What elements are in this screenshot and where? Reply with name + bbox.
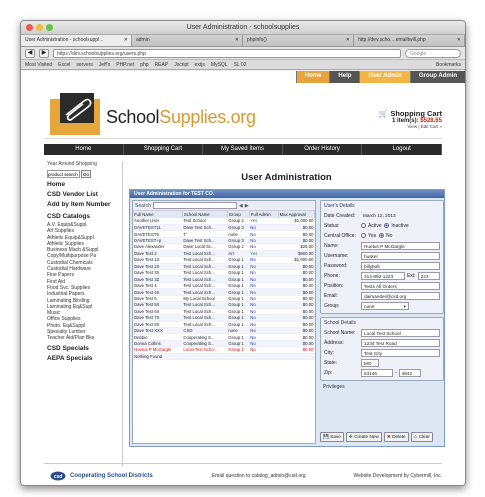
position-field[interactable]: Tests All Orders	[361, 282, 440, 290]
search-field[interactable]: Google	[405, 49, 461, 58]
table-cell: Dave Test 3X	[133, 270, 182, 276]
topnav-group-admin[interactable]: Group Admin	[410, 71, 465, 83]
bookmark-item[interactable]: SL 02	[233, 61, 247, 68]
table-cell: Dave Test 3Z	[133, 276, 182, 282]
table-cell: Dave Test 5	[133, 295, 182, 301]
password-field[interactable]: billybob	[361, 262, 440, 270]
table-cell: $1,000.00	[278, 257, 314, 263]
table-cell: Yes	[249, 250, 278, 256]
web-page	[21, 71, 465, 485]
table-cell: Group 1	[227, 257, 249, 263]
table-cell: No	[249, 308, 278, 314]
table-cell: Group 1	[227, 340, 249, 346]
sidebar-link-vendors[interactable]: CSD Vendor List	[47, 191, 98, 198]
table-cell: Group 1	[227, 302, 249, 308]
browser-tab[interactable]: admin ✕	[132, 35, 243, 46]
footer	[44, 463, 442, 485]
status-active-radio[interactable]	[361, 223, 366, 228]
table-cell: Group 2	[227, 244, 249, 250]
close-icon: ✕	[123, 37, 128, 43]
catalog-item[interactable]: Music	[47, 310, 61, 317]
browser-tab[interactable]: http://dev.scho....emailtwill.php ✕	[354, 35, 465, 46]
table-cell: Test Local Sch...	[182, 315, 227, 321]
table-cell: none	[227, 231, 249, 237]
table-cell: No	[249, 224, 278, 230]
title-bar	[21, 21, 465, 35]
bookmark-item[interactable]: Bookmarks	[435, 61, 461, 68]
table-cell: none	[227, 327, 249, 333]
user-search-input[interactable]	[153, 202, 237, 209]
topnav-home[interactable]: Home	[296, 71, 330, 83]
table-cell: $0.00	[278, 263, 314, 269]
table-cell: DAVETEST+p	[133, 237, 182, 243]
table-cell: No	[249, 237, 278, 243]
bookmark-item[interactable]: extjs	[194, 61, 205, 68]
table-cell: Test Local Sch...	[182, 302, 227, 308]
site-logo-text[interactable]: SchoolSupplies.org	[106, 107, 256, 127]
column-header[interactable]: Full Name	[133, 211, 182, 218]
table-cell: Test Local Sch...	[182, 282, 227, 288]
table-cell: CSD	[182, 327, 227, 333]
table-cell: Test Local Sch...	[182, 321, 227, 327]
table-cell	[227, 353, 249, 359]
table-cell: Group 1	[227, 270, 249, 276]
table-cell: $0.00	[278, 302, 314, 308]
email-field[interactable]: daimander@csd.org	[361, 292, 440, 300]
table-cell: Group 1	[227, 295, 249, 301]
table-cell: No	[249, 282, 278, 288]
table-cell: $0.00	[278, 340, 314, 346]
table-cell: $0.00	[278, 295, 314, 301]
bookmark-item[interactable]: Jeff's	[98, 61, 111, 68]
topnav-help[interactable]: Help	[329, 71, 359, 83]
page-title: User Administration	[241, 172, 332, 183]
browser-tab[interactable]: phpinfo() ✕	[243, 35, 354, 46]
catalog-item[interactable]: Athletic Equip&Suppl	[47, 234, 94, 241]
catalog-item[interactable]: Athletic Supplies	[47, 240, 84, 247]
create-new-button[interactable]: ✚ Create New	[346, 432, 382, 442]
table-cell: No	[249, 340, 278, 346]
table-cell: No	[249, 315, 278, 321]
table-cell: Dave Local Sc...	[182, 244, 227, 250]
paperclip-logo-icon	[50, 93, 102, 137]
table-cell: Group 1	[227, 315, 249, 321]
table-cell: No	[249, 327, 278, 333]
table-cell: No	[249, 257, 278, 263]
table-cell: Dave Test 4X	[133, 289, 182, 295]
table-cell: Art	[227, 250, 249, 256]
cart-icon: 🛒	[378, 109, 389, 118]
zip-field[interactable]: 63146	[361, 369, 393, 377]
catalog-item[interactable]: Laminating Eq&Supl	[47, 303, 93, 310]
bookmark-item[interactable]: php	[140, 61, 149, 68]
sidebar	[47, 161, 119, 364]
school-name-field[interactable]: Local Test School	[361, 329, 440, 337]
csd-org-name: Cooperating School Districts	[70, 472, 153, 479]
form-buttons	[320, 432, 444, 442]
table-cell: $0.00	[278, 321, 314, 327]
sidebar-link-add-item[interactable]: Add by Item Number	[47, 201, 111, 208]
table-cell: Dave Test XXX	[133, 327, 182, 333]
table-cell: No	[249, 289, 278, 295]
central-no-radio[interactable]	[379, 233, 384, 238]
table-cell: Dave Test 2X	[133, 263, 182, 269]
disk-icon: 💾	[323, 434, 329, 439]
save-button[interactable]: 💾 Save	[320, 432, 344, 442]
navigation-toolbar	[21, 47, 465, 60]
school-details-group: School Details School Name: Local Test School Address: 1234 Test Road City: Test City State: MO Zip: 63146 - 4842	[320, 317, 444, 381]
table-cell: DAVETEST11	[133, 224, 182, 230]
table-cell: Group 1	[227, 276, 249, 282]
csd-logo-icon	[50, 471, 66, 481]
table-row[interactable]	[133, 353, 315, 359]
table-cell: $0.00	[278, 308, 314, 314]
table-cell: Cooperating S...	[182, 340, 227, 346]
nav-saved-items[interactable]: My Saved Items	[203, 144, 283, 155]
table-cell: Yes	[249, 218, 278, 224]
svg-text:csd: csd	[53, 473, 63, 480]
catalog-item[interactable]: Fine Papers	[47, 272, 74, 279]
catalog-item[interactable]: A.V. Equip&Suppl.	[47, 222, 88, 228]
catalogs-heading: CSD Catalogs	[47, 213, 90, 220]
column-header[interactable]: Max Approval	[278, 211, 314, 218]
bookmarks-bar	[21, 60, 465, 70]
bookmark-item[interactable]: Excel	[58, 61, 71, 68]
window-title: User Administration - schoolsupplies	[186, 24, 300, 31]
table-cell: Group 3	[227, 237, 249, 243]
table-cell: Group 1	[227, 334, 249, 340]
search-label: Search	[135, 202, 151, 209]
delete-icon: ✖	[386, 434, 391, 439]
table-cell: Test Local Sch...	[182, 263, 227, 269]
url-bar[interactable]: https://dev.schoolsupplies.org/users.php	[53, 49, 401, 58]
tab-bar	[21, 35, 465, 47]
zip4-field[interactable]: 4842	[399, 369, 421, 377]
central-yes-radio[interactable]	[361, 233, 366, 238]
address-field[interactable]: 1234 Test Road	[361, 339, 440, 347]
table-cell: $0.00	[278, 327, 314, 333]
privileges-label[interactable]: Privileges	[323, 384, 345, 390]
catalog-item[interactable]: Teacher Aid/Plan Bks	[47, 335, 95, 342]
table-cell: No	[249, 244, 278, 250]
table-cell: Another User	[133, 218, 182, 224]
table-cell: DAVETEST9	[133, 231, 182, 237]
close-icon: ✕	[234, 37, 239, 43]
footer-email-text[interactable]: Email question to catalog_admin@csd.org	[211, 472, 306, 479]
catalog-item[interactable]: Industrial Papers	[47, 291, 85, 298]
sidebar-link-home[interactable]: Home	[47, 181, 66, 188]
table-cell: Dave Test Sch...	[182, 237, 227, 243]
table-cell: Test Local Sch...	[182, 308, 227, 314]
table-cell: $1,000.00	[278, 218, 314, 224]
table-cell: No	[249, 334, 278, 340]
browser-window	[20, 20, 466, 486]
user-details-group: User's Details Date Created: March 12, 2013 Status: Active Inactive Central Office: Yes No Name: Huetus P McGargle Username: husker Password: billybob Phone: 314-892-1223 Ext: 223 Position: Tests All Orders Email: daimander@csd.org Group: none ▾	[320, 200, 444, 314]
nav-logout[interactable]: Logout	[362, 144, 442, 155]
bookmark-item[interactable]: Most Visited	[25, 61, 53, 68]
catalog-item[interactable]: Copy/Multipurpose Pa	[47, 253, 97, 260]
ext-field[interactable]: 223	[418, 272, 440, 280]
catalog-item[interactable]: Specialty Lumber	[47, 329, 86, 336]
table-cell: Local Test Scho...	[182, 347, 227, 353]
plus-icon: ✚	[348, 434, 353, 439]
table-cell: Dave Alexander	[133, 244, 182, 250]
table-cell: No	[249, 276, 278, 282]
city-field[interactable]: Test City	[361, 349, 440, 357]
table-cell: Group 1	[227, 347, 249, 353]
sidebar-aepa-specials[interactable]: AEPA Specials	[47, 354, 93, 362]
table-cell: Test Local Sch...	[182, 270, 227, 276]
table-cell: No	[249, 347, 278, 353]
view-cart-link[interactable]: View | Edit Cart »	[407, 124, 442, 129]
table-cell: Dave Test 2	[133, 250, 182, 256]
table-cell: $0.00	[278, 237, 314, 243]
table-cell: No	[249, 231, 278, 237]
top-nav	[296, 71, 465, 83]
table-cell: Huetus P McGargle	[133, 347, 182, 353]
catalog-item[interactable]: First Aid	[47, 278, 66, 285]
brand-header	[44, 83, 442, 139]
table-cell: Dave Test 7X	[133, 315, 182, 321]
back-arrow-icon[interactable]: ◀	[25, 49, 35, 58]
table-cell: $0.00	[278, 315, 314, 321]
table-cell: Dave Test 1X	[133, 257, 182, 263]
name-field[interactable]: Huetus P McGargle	[361, 242, 440, 250]
user-grid	[132, 200, 316, 444]
column-header[interactable]: Group	[227, 211, 249, 218]
footer-dev-text[interactable]: Website Development by Cybermill, Inc.	[353, 472, 442, 479]
table-cell: Test Local Sch...	[182, 276, 227, 282]
nav-home[interactable]: Home	[44, 144, 124, 155]
table-cell: T	[182, 231, 227, 237]
users-table	[133, 211, 315, 360]
table-cell: Debbie	[133, 334, 182, 340]
table-cell: Test Local Sch...	[182, 257, 227, 263]
catalog-item[interactable]: Custodial Chemicals	[47, 259, 93, 266]
shopping-cart-summary[interactable]: 🛒 Shopping Cart 1 item(s): $528.65 View | Edit Cart »	[378, 109, 442, 129]
bookmark-item[interactable]: Jscript	[174, 61, 189, 68]
table-cell: No	[249, 270, 278, 276]
phone-field[interactable]: 314-892-1223	[361, 272, 405, 280]
browser-tab[interactable]: User Administration - schoolsuppl... ✕	[21, 35, 132, 46]
table-cell: Dave Test Sch...	[182, 224, 227, 230]
table-cell: $0.00	[278, 282, 314, 288]
state-field[interactable]: MO	[361, 359, 379, 367]
bookmark-item[interactable]: PHP.net	[116, 61, 135, 68]
table-cell: No	[249, 321, 278, 327]
group-select[interactable]: none ▾	[361, 302, 409, 310]
table-cell: Test School	[182, 218, 227, 224]
table-cell	[182, 353, 227, 359]
table-cell: Dave Test 5X	[133, 302, 182, 308]
next-page-icon[interactable]: ▶	[244, 202, 249, 209]
date-created-value: March 12, 2013	[363, 213, 396, 218]
table-cell: $900.00	[278, 250, 314, 256]
table-cell: $0.00	[278, 276, 314, 282]
table-cell: Test Local Sch...	[182, 289, 227, 295]
status-inactive-radio[interactable]	[384, 223, 389, 228]
table-cell: Group 1	[227, 308, 249, 314]
table-cell: Test Local Sch...	[182, 250, 227, 256]
catalog-item[interactable]: Business Mach &Suppl	[47, 247, 99, 254]
table-cell: No	[249, 302, 278, 308]
sidebar-csd-specials[interactable]: CSD Specials	[47, 344, 89, 352]
table-cell: Dave Test 4	[133, 282, 182, 288]
forward-arrow-icon[interactable]: ▶	[39, 49, 49, 58]
table-cell: Group 1	[227, 321, 249, 327]
chevron-down-icon: ▾	[403, 304, 406, 309]
nav-shopping-cart[interactable]: Shopping Cart	[124, 144, 204, 155]
bookmark-item[interactable]: MySQL	[210, 61, 228, 68]
clear-button[interactable]: ◇ Clear	[411, 432, 433, 442]
nav-order-history[interactable]: Order History	[283, 144, 363, 155]
details-form	[320, 200, 444, 444]
table-cell: $0.00	[278, 334, 314, 340]
table-cell: No	[249, 295, 278, 301]
user-admin-panel	[129, 189, 445, 447]
topnav-user-admin[interactable]: User Admin	[359, 71, 409, 83]
table-cell: $0.00	[278, 270, 314, 276]
year-around-label: Year Around Shopping	[47, 161, 97, 167]
table-cell: $0.00	[278, 289, 314, 295]
eraser-icon: ◇	[413, 434, 418, 439]
table-cell: Group 1	[227, 263, 249, 269]
catalog-item[interactable]: Custodial Hardware	[47, 266, 91, 273]
catalog-item[interactable]: Office Supplies	[47, 316, 81, 323]
sidebar-divider	[122, 161, 123, 466]
table-cell	[249, 353, 278, 359]
table-cell: Group 3	[227, 224, 249, 230]
bookmark-item[interactable]: servers	[76, 61, 93, 68]
catalog-item[interactable]: Food Svc. Supplies	[47, 284, 91, 291]
close-icon: ✕	[456, 37, 461, 43]
table-cell: My Local School	[182, 295, 227, 301]
table-cell: Dave Test 8X	[133, 321, 182, 327]
product-search-input[interactable]	[47, 170, 80, 178]
table-cell: Dave Test 6X	[133, 308, 182, 314]
table-cell: Group 2	[227, 218, 249, 224]
panel-header: User Administration for TEST CO.	[130, 190, 444, 198]
table-cell: Group 1	[227, 282, 249, 288]
delete-button[interactable]: ✖ Delete	[384, 432, 409, 442]
column-header[interactable]: Full Admin	[249, 211, 278, 218]
prev-page-icon[interactable]: ◀	[238, 202, 243, 209]
search-go-button[interactable]: Go	[83, 171, 90, 177]
close-icon: ✕	[345, 37, 350, 43]
catalog-item[interactable]: Photo. Eq&Suppl	[47, 322, 86, 329]
bookmark-item[interactable]: REAP	[154, 61, 169, 68]
table-cell: Group 1	[227, 289, 249, 295]
table-cell: Donna Collins	[133, 340, 182, 346]
column-header[interactable]: School Name	[182, 211, 227, 218]
table-cell: No	[249, 263, 278, 269]
username-field[interactable]: husker	[361, 252, 440, 260]
table-cell: $25.00	[278, 244, 314, 250]
main-nav	[44, 144, 442, 155]
table-cell: $0.00	[278, 224, 314, 230]
table-cell: Cooperating S...	[182, 334, 227, 340]
table-cell: Nothing Found	[133, 353, 182, 359]
table-cell: $0.00	[278, 231, 314, 237]
catalog-item[interactable]: Laminating Binding	[47, 297, 90, 304]
table-cell: $0.00	[278, 347, 314, 353]
table-cell	[278, 353, 314, 359]
catalog-item[interactable]: Art Supplies	[47, 228, 74, 235]
